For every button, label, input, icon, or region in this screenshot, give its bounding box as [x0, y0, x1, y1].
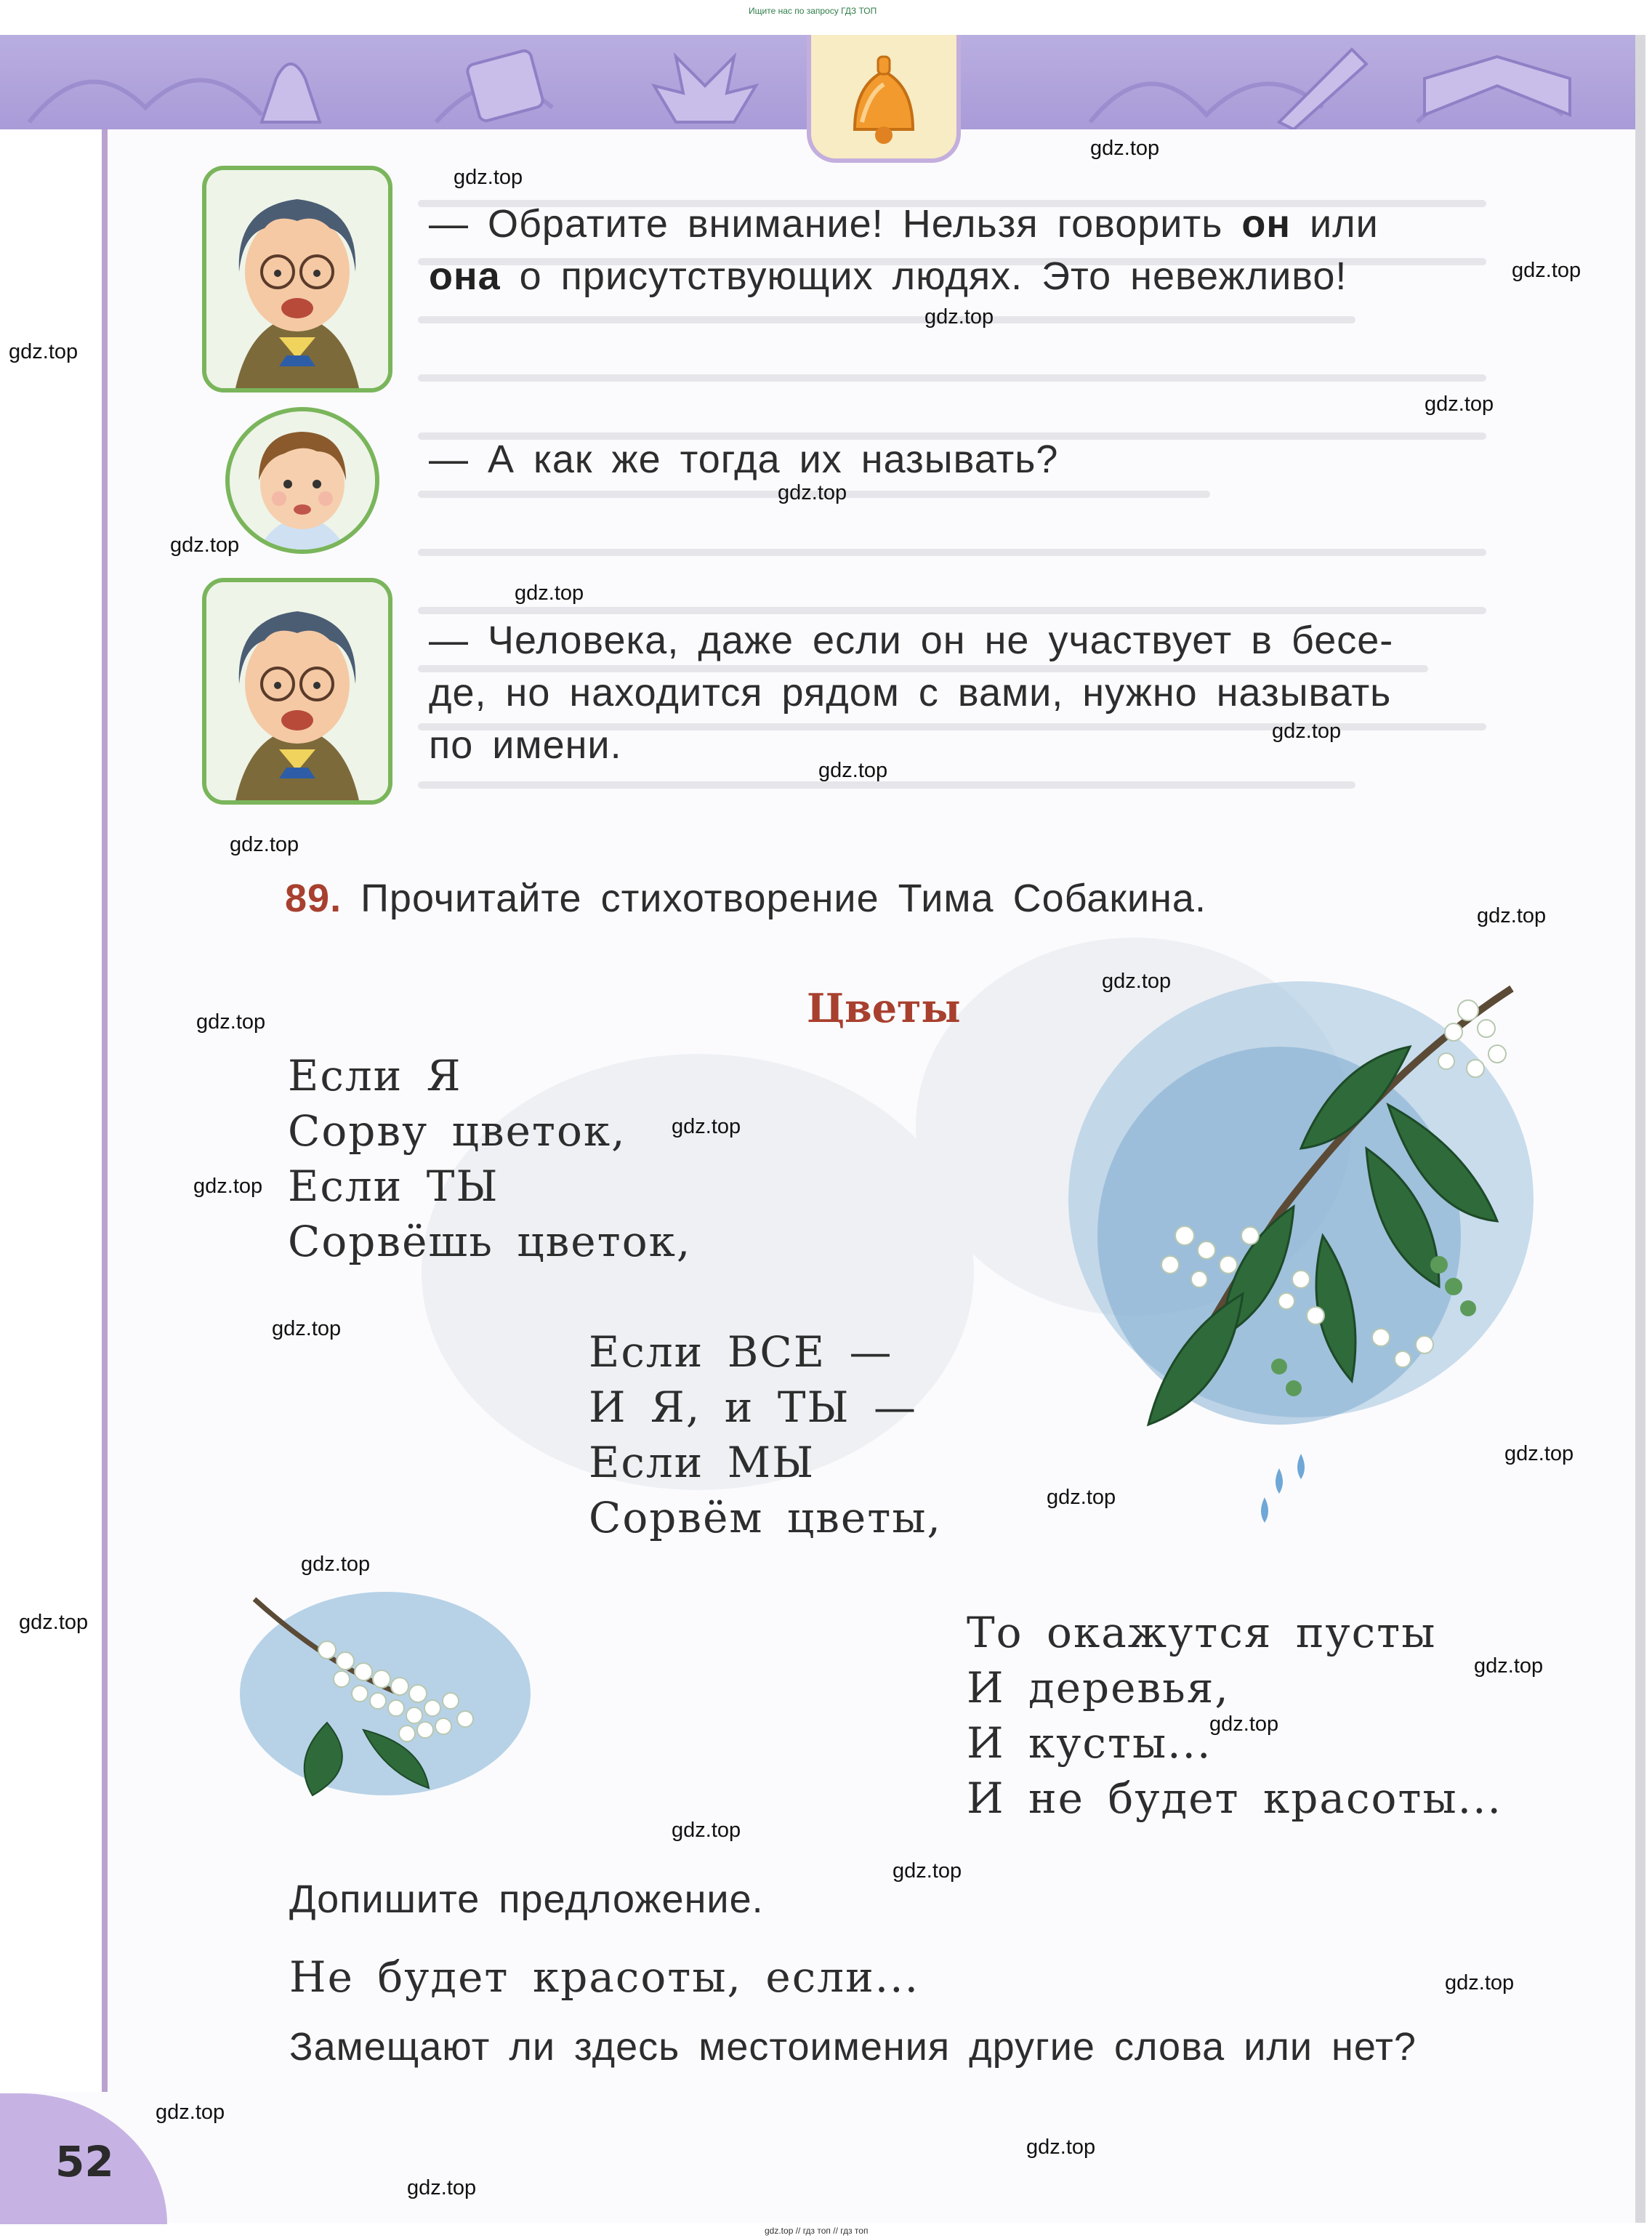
bottom-notice: gdz.top // гдз топ // гдз топ — [765, 2226, 869, 2236]
exercise-number: 89. — [285, 877, 342, 920]
watermark: gdz.top — [9, 340, 78, 363]
boy-remark: — А как же тогда их называть? — [429, 438, 1059, 481]
watermark: gdz.top — [1512, 259, 1582, 282]
watermark: gdz.top — [196, 1010, 266, 1034]
watermark: gdz.top — [778, 481, 847, 504]
bell-icon — [811, 35, 956, 151]
teacher-portrait-2 — [202, 578, 392, 805]
watermark: gdz.top — [1474, 1654, 1544, 1678]
exercise-89 — [285, 872, 1520, 925]
watermark: gdz.top — [230, 833, 299, 856]
teacher-portrait — [202, 166, 392, 393]
teacher-avatar-icon — [206, 582, 388, 800]
page-number: 52 — [55, 2137, 114, 2186]
watermark: gdz.top — [1445, 1971, 1515, 1995]
task-question: Замещают ли здесь местоимения другие слова или нет? — [289, 2025, 1417, 2069]
watermark: gdz.top — [818, 759, 888, 782]
boy-avatar-icon — [230, 411, 375, 550]
watermark: gdz.top — [1209, 1712, 1279, 1736]
watermark: gdz.top — [1026, 2136, 1096, 2159]
watermark: gdz.top — [1425, 393, 1494, 416]
task-sentence-start: Не будет красоты, если... — [289, 1952, 920, 2002]
watermark: gdz.top — [193, 1175, 263, 1198]
task-complete-sentence: Допишите предложение. — [289, 1877, 764, 1921]
bell-outline-icon — [262, 64, 320, 122]
poem-stanza-3: То окажутся пусты И деревья, И кусты... И не будет красоты... — [967, 1608, 1502, 1823]
teacher-remark-1: — Обратите внимание! Нельзя говорить он или она о присутствующих людях. Это невежливо! — [429, 202, 1379, 298]
bell-badge — [807, 35, 961, 163]
margin-rule — [102, 129, 108, 2092]
teacher-remark-2: — Человека, даже если он не участвует в бесе- де, но находится рядом с вами, нужно называть по имени. — [429, 619, 1394, 767]
left-margin — [0, 129, 102, 2092]
poem-stanza-1: Если Я Сорву цветок, Если ТЫ Сорвёшь цветок, — [288, 1051, 692, 1266]
teacher-avatar-icon — [206, 170, 388, 388]
watermark: gdz.top — [1477, 904, 1547, 927]
watermark: gdz.top — [170, 534, 240, 557]
watermark: gdz.top — [924, 305, 994, 329]
watermark: gdz.top — [1504, 1442, 1574, 1465]
watermark: gdz.top — [1102, 970, 1172, 993]
watermark: gdz.top — [301, 1553, 371, 1576]
maple-leaf-icon — [654, 57, 756, 122]
watermark: gdz.top — [19, 1611, 89, 1634]
watermark: gdz.top — [515, 581, 584, 605]
exercise-instruction: Прочитайте стихотворение Тима Собакина. — [360, 877, 1206, 920]
watermark: gdz.top — [407, 2176, 477, 2199]
watermark: gdz.top — [1272, 720, 1342, 743]
poem-stanza-2: Если ВСЕ — И Я, и ТЫ — Если МЫ Сорвём цветы, — [589, 1327, 942, 1542]
boy-portrait — [225, 407, 379, 554]
watermark: gdz.top — [156, 2101, 225, 2124]
book-outline-icon — [466, 49, 544, 123]
watermark: gdz.top — [672, 1819, 741, 1842]
bird-cherry-branch-illustration — [1061, 959, 1555, 1526]
watermark: gdz.top — [454, 166, 523, 189]
poem-title: Цветы — [807, 985, 961, 1031]
top-notice: Ищите нас по запросу ГДЗ ТОП — [749, 6, 877, 16]
blossom-sprig-illustration — [240, 1585, 545, 1803]
watermark: gdz.top — [672, 1115, 741, 1138]
watermark: gdz.top — [272, 1317, 342, 1340]
watermark: gdz.top — [1047, 1486, 1116, 1509]
watermark: gdz.top — [1090, 137, 1160, 160]
watermark: gdz.top — [893, 1859, 962, 1883]
open-book-icon — [1425, 57, 1570, 115]
